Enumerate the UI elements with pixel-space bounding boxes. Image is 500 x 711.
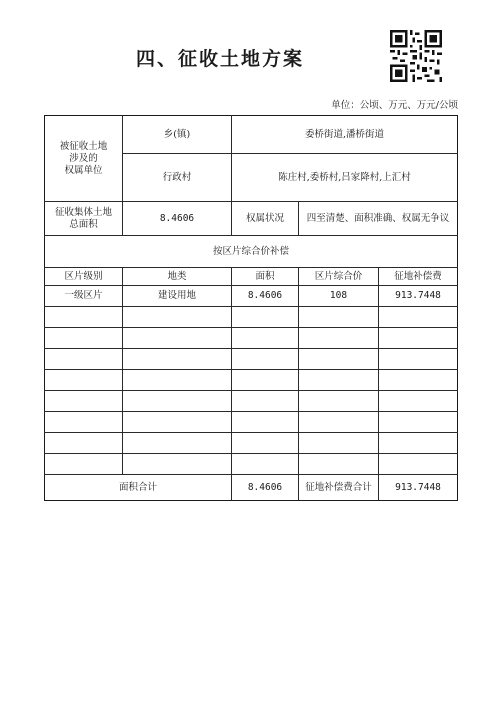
table-cell [123,433,232,454]
table-row [45,391,458,412]
table-cell [45,454,123,475]
table-cell [232,328,299,349]
table-cell [123,454,232,475]
table-cell [299,433,379,454]
village-label: 行政村 [123,154,232,202]
column-header: 区片综合价 [299,268,379,286]
column-header: 面积 [232,268,299,286]
area-total-label: 面积合计 [45,475,232,501]
table-row [45,307,458,328]
total-area-label: 征收集体土地 总面积 [45,202,123,236]
column-header: 区片级别 [45,268,123,286]
table-cell [232,370,299,391]
table-cell [379,349,458,370]
fee-total-label: 征地补偿费合计 [299,475,379,501]
table-cell [123,370,232,391]
ownership-value: 四至清楚、面积准确、权属无争议 [299,202,458,236]
table-cell [299,370,379,391]
table-cell: 913.7448 [379,286,458,307]
land-acquisition-table [44,115,458,501]
table-cell [379,307,458,328]
township-value: 委桥街道,潘桥街道 [232,116,458,154]
table-cell [45,328,123,349]
table-cell: 108 [299,286,379,307]
table-cell [123,307,232,328]
affiliation-label: 被征收土地 涉及的 权属单位 [45,116,123,202]
table-cell [379,391,458,412]
table-cell [232,307,299,328]
table-cell [45,412,123,433]
table-row [45,349,458,370]
table-row [45,412,458,433]
table-cell [232,391,299,412]
section-title: 按区片综合价补偿 [45,236,458,268]
table-cell [232,454,299,475]
ownership-label: 权属状况 [232,202,299,236]
table-row [45,328,458,349]
table-cell [299,349,379,370]
table-cell [379,412,458,433]
table-cell [299,328,379,349]
table-cell [232,433,299,454]
total-area-value: 8.4606 [123,202,232,236]
table-cell [45,370,123,391]
table-cell [232,412,299,433]
table-cell [299,307,379,328]
table-cell [123,328,232,349]
village-value: 陈庄村,委桥村,吕家降村,上汇村 [232,154,458,202]
table-cell [299,454,379,475]
table-row [45,454,458,475]
area-total-value: 8.4606 [232,475,299,501]
township-label: 乡(镇) [123,116,232,154]
table-cell: 8.4606 [232,286,299,307]
unit-note: 单位：公顷、万元、万元/公顷 [331,100,458,111]
table-cell [299,412,379,433]
table-cell [45,307,123,328]
table-row [45,433,458,454]
table-cell: 一级区片 [45,286,123,307]
table-cell [123,412,232,433]
fee-total-value: 913.7448 [379,475,458,501]
column-header: 征地补偿费 [379,268,458,286]
table-row [45,370,458,391]
column-header: 地类 [123,268,232,286]
table-cell [45,433,123,454]
table-cell [379,454,458,475]
table-cell [123,391,232,412]
table-cell [299,391,379,412]
page-title: 四、征收土地方案 [135,48,304,70]
qr-code-icon [390,30,442,82]
table-cell [45,391,123,412]
table-cell [379,328,458,349]
table-row [45,286,458,307]
table-cell [232,349,299,370]
table-cell: 建设用地 [123,286,232,307]
table-cell [45,349,123,370]
table-cell [123,349,232,370]
table-cell [379,433,458,454]
table-cell [379,370,458,391]
